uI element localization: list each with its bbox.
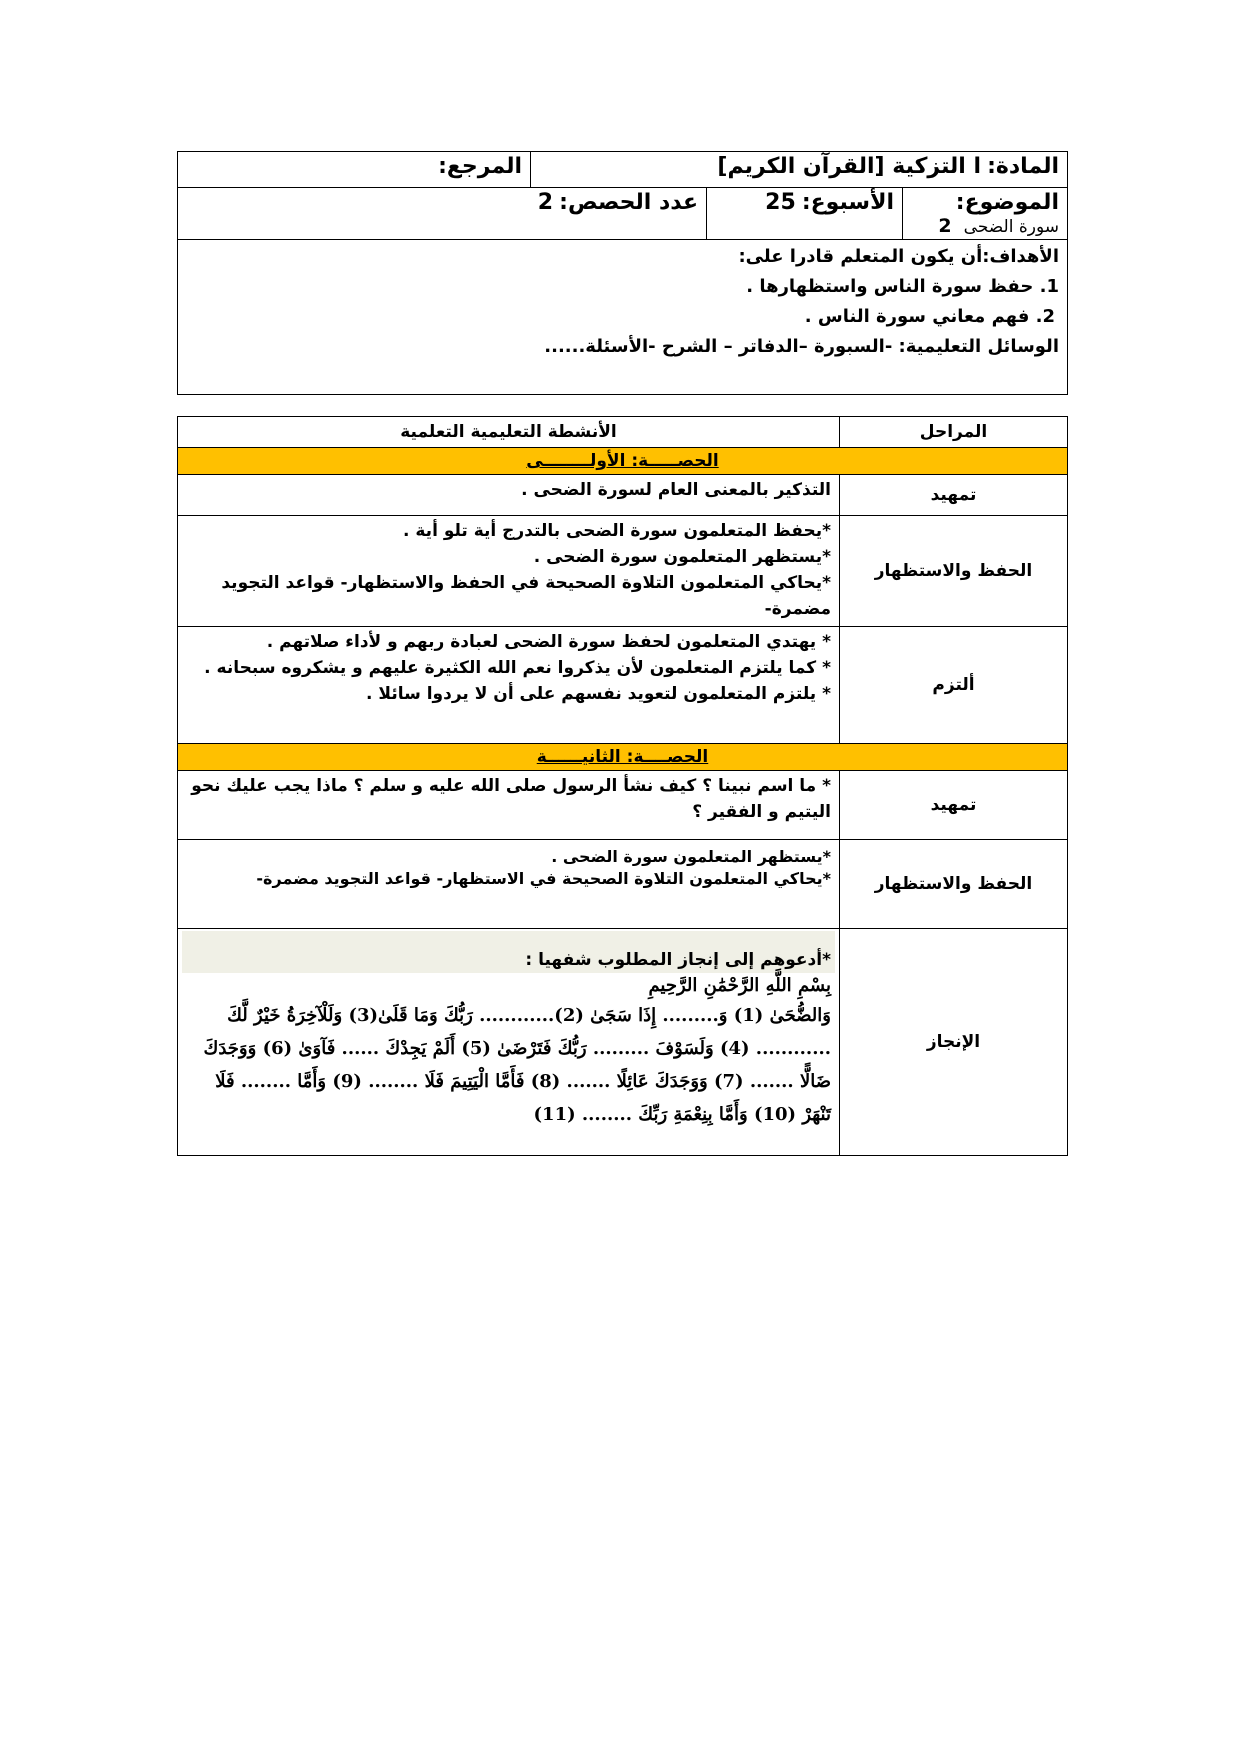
activity-line: *يحاكي المتعلمون التلاوة الصحيحة في الاستظهار- قواعد التجويد مضمرة- bbox=[256, 869, 831, 888]
surah-fill-in-text: وَالضُّحَىٰ (1) وَ......... إِذَا سَجَىٰ (2)............ رَبُّكَ وَمَا قَلَىٰ(3) وَلَلْآخِرَةُ خَيْرٌ لَّكَ ............ (4) وَلَسَوْفَ ......... رَبُّكَ فَتَرْضَىٰ (5) أَلَمْ يَجِدْكَ ...... فَآوَىٰ (6) وَوَجَدَكَ ضَالًّا ....... (7) وَوَجَدَكَ عَائِلًا ....... (8) فَأَمَّا الْيَتِيمَ فَلَا ........ (9) وَأَمَّا ........ فَلَا تَنْهَرْ (10) وَأَمَّا بِنِعْمَةِ رَبِّكَ ........ (11) bbox=[203, 1005, 831, 1125]
topic-label: الموضوع: bbox=[955, 190, 1059, 215]
objective-item-1: 1. حفظ سورة الناس واستظهارها . bbox=[746, 276, 1059, 297]
activity-line: * يلتزم المتعلمون لتعويد نفسهم على أن لا يردوا سائلا . bbox=[366, 684, 831, 704]
objectives-label: الأهداف:أن يكون المتعلم قادرا على: bbox=[738, 246, 1059, 267]
activity-line: التذكير بالمعنى العام لسورة الضحى . bbox=[521, 480, 831, 500]
stage-intro-2: تمهيد bbox=[840, 771, 1068, 840]
subject-label: المادة: bbox=[987, 154, 1059, 179]
stage-commit-1: ألتزم bbox=[840, 627, 1068, 744]
activity-line: * يهتدي المتعلمون لحفظ سورة الضحى لعبادة ربهم و لأداء صلاتهم . bbox=[266, 632, 831, 652]
subject-value: ا التزكية [القرآن الكريم] bbox=[717, 154, 982, 179]
stage-intro-1: تمهيد bbox=[840, 475, 1068, 516]
activity-line: *يستظهر المتعلمون سورة الضحى . bbox=[551, 847, 831, 866]
objectives-cell bbox=[178, 240, 1068, 395]
sessions-value: 2 bbox=[537, 190, 554, 215]
activity-intro-2 bbox=[178, 771, 840, 840]
activity-memorize-2 bbox=[178, 840, 840, 929]
week-label: الأسبوع: bbox=[801, 190, 894, 215]
activity-line: * كما يلتزم المتعلمون لأن يذكروا نعم الله الكثيرة عليهم و يشكروه سبحانه . bbox=[204, 658, 831, 678]
topic-cell bbox=[903, 188, 1068, 240]
week-cell bbox=[707, 188, 903, 240]
achievement-instruction: *أدعوهم إلى إنجاز المطلوب شفهيا : bbox=[182, 931, 835, 973]
activity-intro-1 bbox=[178, 475, 840, 516]
reference-cell bbox=[178, 152, 531, 188]
session-1-row bbox=[178, 448, 1068, 475]
activity-achievement bbox=[178, 929, 840, 1156]
topic-value: سورة الضحى bbox=[963, 217, 1059, 237]
reference-label: المرجع: bbox=[438, 154, 522, 179]
subject-cell bbox=[531, 152, 1068, 188]
stage-memorize-2: الحفظ والاستظهار bbox=[840, 840, 1068, 929]
topic-number: 2 bbox=[938, 215, 952, 237]
teaching-tools: الوسائل التعليمية: -السبورة –الدفاتر – الشرح -الأسئلة...... bbox=[544, 336, 1059, 357]
activity-commit-1 bbox=[178, 627, 840, 744]
activity-line: * ما اسم نبينا ؟ كيف نشأ الرسول صلى الله عليه و سلم ؟ ماذا يجب عليك نحو اليتيم و الفقير ؟ bbox=[191, 776, 831, 822]
week-value: 25 bbox=[765, 190, 796, 215]
session-1-title: الحصـــــة: الأولــــــــى bbox=[526, 451, 719, 471]
stage-memorize-1: الحفظ والاستظهار bbox=[840, 516, 1068, 627]
session-2-title: الحصــــة: الثانيــــــة bbox=[536, 747, 709, 767]
activities-column-header: الأنشطة التعليمية التعلمية bbox=[178, 417, 840, 448]
activity-memorize-1 bbox=[178, 516, 840, 627]
activity-line: *يستظهر المتعلمون سورة الضحى . bbox=[533, 547, 831, 567]
activities-table bbox=[177, 416, 1068, 1156]
stage-achievement: الإنجاز bbox=[840, 929, 1068, 1156]
lesson-header-table bbox=[177, 151, 1068, 395]
objective-item-2: 2. فهم معاني سورة الناس . bbox=[804, 306, 1055, 327]
session-2-row bbox=[178, 744, 1068, 771]
basmala: بِسْمِ اللَّهِ الرَّحْمَٰنِ الرَّحِيمِ bbox=[648, 975, 831, 996]
sessions-count-cell bbox=[178, 188, 707, 240]
stages-column-header: المراحل bbox=[840, 417, 1068, 448]
sessions-label: عدد الحصص: bbox=[559, 190, 698, 215]
activity-line: *يحاكي المتعلمون التلاوة الصحيحة في الحفظ والاستظهار- قواعد التجويد مضمرة- bbox=[221, 573, 831, 619]
activity-line: *يحفظ المتعلمون سورة الضحى بالتدرج أية تلو أية . bbox=[403, 521, 831, 541]
